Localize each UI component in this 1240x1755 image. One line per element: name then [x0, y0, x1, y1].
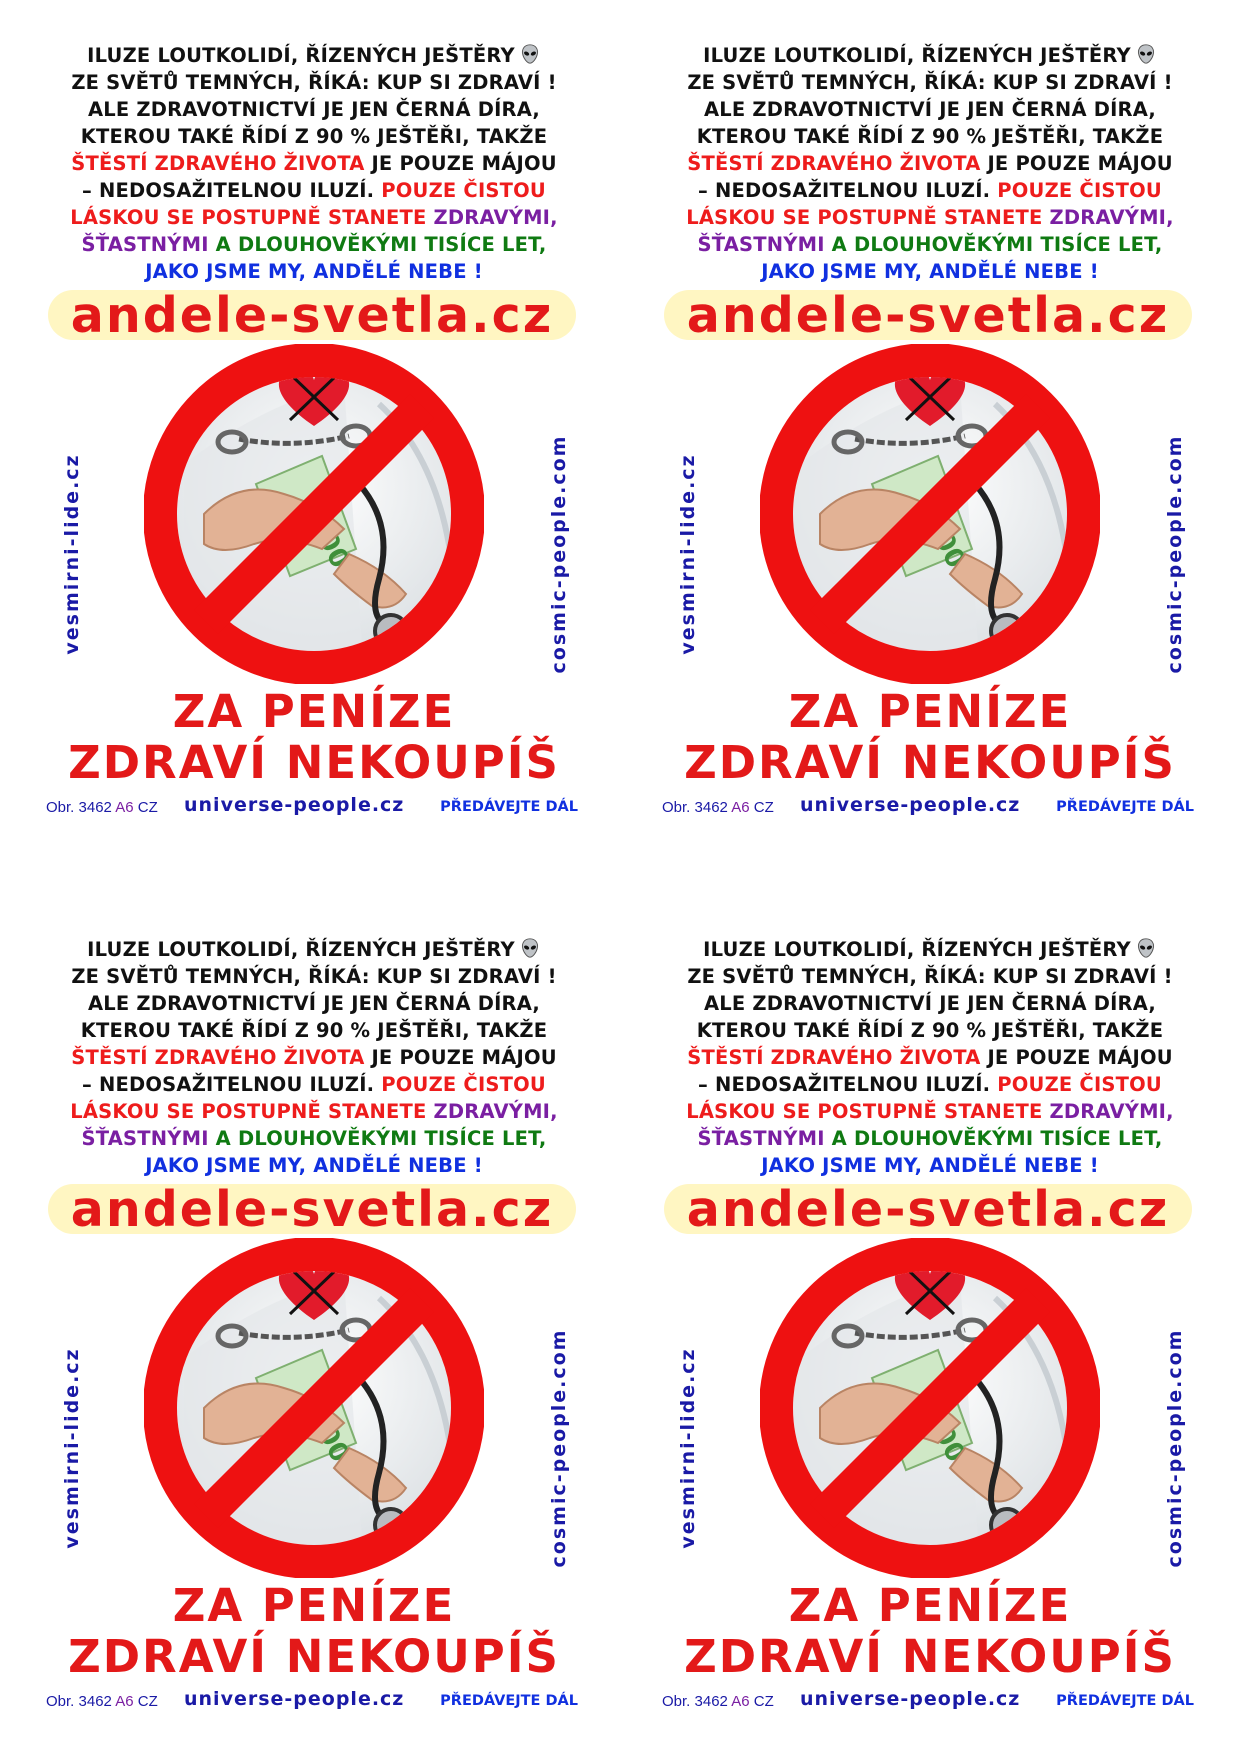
intro-segment: ALE ZDRAVOTNICTVÍ JE JEN ČERNÁ DÍRA, [87, 98, 541, 121]
intro-line [44, 963, 584, 990]
intro-line [44, 177, 584, 204]
intro-segment: KTEROU TAKÉ ŘÍDÍ Z 90 % JEŠTĚŘI, TAKŽE [80, 1019, 548, 1042]
headline-line-1: ZA PENÍZE [172, 685, 456, 738]
intro-line [660, 1125, 1200, 1152]
pass-on-text: PŘEDÁVEJTE DÁL [440, 1693, 578, 1709]
right-vertical-url [539, 1318, 579, 1578]
intro-text [44, 936, 584, 1179]
intro-segment: LÁSKOU SE POSTUPNĚ STANETE [686, 1100, 1043, 1123]
image-code-size: A6 [115, 1693, 134, 1710]
intro-segment: JE POUZE MÁJOU [364, 1046, 557, 1069]
intro-segment: ALE ZDRAVOTNICTVÍ JE JEN ČERNÁ DÍRA, [87, 992, 541, 1015]
intro-segment: ZDRAVÝMI, [1042, 1100, 1174, 1123]
intro-segment: ZE SVĚTŮ TEMNÝCH, ŘÍKÁ: KUP SI ZDRAVÍ ! [687, 965, 1173, 988]
image-code-suffix: CZ [133, 799, 158, 816]
site-banner [664, 287, 1192, 344]
intro-segment: ZE SVĚTŮ TEMNÝCH, ŘÍKÁ: KUP SI ZDRAVÍ ! [687, 71, 1173, 94]
intro-line [660, 258, 1200, 285]
intro-segment: ILUZE LOUTKOLIDÍ, ŘÍZENÝCH JEŠTĚRY [703, 44, 1131, 67]
prohibition-sign [144, 1238, 484, 1578]
image-code-suffix: CZ [749, 799, 774, 816]
left-vertical-text[interactable]: vesmirni-lide.cz [677, 453, 699, 655]
intro-segment: ŠŤASTNÝMI [697, 233, 825, 256]
left-vertical-url [52, 1318, 92, 1578]
intro-segment: ZE SVĚTŮ TEMNÝCH, ŘÍKÁ: KUP SI ZDRAVÍ ! [71, 965, 557, 988]
intro-line [44, 42, 584, 69]
intro-line [660, 936, 1200, 963]
flyer-top-right [660, 36, 1200, 856]
intro-segment: – NEDOSAŽITELNOU ILUZÍ. [82, 1073, 375, 1096]
left-vertical-url [52, 424, 92, 684]
intro-segment: POUZE ČISTOU [990, 1073, 1162, 1096]
pass-on-text: PŘEDÁVEJTE DÁL [1056, 1693, 1194, 1709]
intro-line [44, 258, 584, 285]
pass-on-text: PŘEDÁVEJTE DÁL [440, 799, 578, 815]
footer [44, 1688, 584, 1712]
headline-line-2: ZDRAVÍ NEKOUPÍŠ [68, 736, 560, 789]
intro-line [44, 96, 584, 123]
footer [660, 1688, 1200, 1712]
intro-segment: A DLOUHOVĚKÝMI TISÍCE LET, [824, 1127, 1163, 1150]
headline-line-1: ZA PENÍZE [788, 685, 1072, 738]
intro-segment: ZDRAVÝMI, [426, 1100, 558, 1123]
intro-segment: ILUZE LOUTKOLIDÍ, ŘÍZENÝCH JEŠTĚRY [703, 938, 1131, 961]
intro-line [44, 1152, 584, 1179]
flyer-bottom-left [44, 930, 584, 1750]
intro-segment: ZE SVĚTŮ TEMNÝCH, ŘÍKÁ: KUP SI ZDRAVÍ ! [71, 71, 557, 94]
intro-line [44, 123, 584, 150]
intro-segment: POUZE ČISTOU [374, 179, 546, 202]
site-url[interactable]: andele-svetla.cz [70, 1181, 554, 1238]
intro-line [44, 1125, 584, 1152]
intro-line [660, 231, 1200, 258]
intro-line [44, 1071, 584, 1098]
intro-segment: ŠTĚSTÍ ZDRAVÉHO ŽIVOTA [71, 152, 365, 175]
intro-line [660, 42, 1200, 69]
intro-segment: ILUZE LOUTKOLIDÍ, ŘÍZENÝCH JEŠTĚRY [87, 938, 515, 961]
intro-segment: – NEDOSAŽITELNOU ILUZÍ. [698, 1073, 991, 1096]
headline-line-2: ZDRAVÍ NEKOUPÍŠ [684, 736, 1176, 789]
headline-line-1: ZA PENÍZE [172, 1579, 456, 1632]
alien-icon [519, 43, 541, 65]
intro-line [660, 1044, 1200, 1071]
intro-line [660, 990, 1200, 1017]
left-vertical-url [668, 1318, 708, 1578]
image-code [662, 799, 774, 816]
intro-line [660, 204, 1200, 231]
footer [44, 794, 584, 818]
image-code-suffix: CZ [133, 1693, 158, 1710]
alien-icon [1135, 43, 1157, 65]
headline [44, 686, 584, 788]
intro-line [44, 1098, 584, 1125]
intro-segment: JAKO JSME MY, ANDĚLÉ NEBE ! [145, 1154, 483, 1177]
intro-line [44, 69, 584, 96]
intro-segment: A DLOUHOVĚKÝMI TISÍCE LET, [824, 233, 1163, 256]
intro-segment: ZDRAVÝMI, [426, 206, 558, 229]
intro-line [44, 1017, 584, 1044]
intro-segment: ŠTĚSTÍ ZDRAVÉHO ŽIVOTA [687, 1046, 981, 1069]
intro-line [660, 963, 1200, 990]
intro-line [44, 231, 584, 258]
intro-segment: POUZE ČISTOU [990, 179, 1162, 202]
intro-segment: ALE ZDRAVOTNICTVÍ JE JEN ČERNÁ DÍRA, [703, 992, 1157, 1015]
headline-line-1: ZA PENÍZE [788, 1579, 1072, 1632]
intro-segment: JAKO JSME MY, ANDĚLÉ NEBE ! [761, 260, 1099, 283]
intro-segment: KTEROU TAKÉ ŘÍDÍ Z 90 % JEŠTĚŘI, TAKŽE [696, 1019, 1164, 1042]
intro-line [660, 150, 1200, 177]
site-banner [48, 1181, 576, 1238]
left-vertical-url [668, 424, 708, 684]
intro-line [44, 990, 584, 1017]
intro-line [660, 1017, 1200, 1044]
site-banner [664, 1181, 1192, 1238]
intro-segment: A DLOUHOVĚKÝMI TISÍCE LET, [208, 1127, 547, 1150]
prohibition-sign [760, 1238, 1100, 1578]
footer-site[interactable]: universe-people.cz [800, 1688, 1021, 1710]
intro-segment: LÁSKOU SE POSTUPNĚ STANETE [70, 206, 427, 229]
intro-segment: POUZE ČISTOU [374, 1073, 546, 1096]
intro-text [44, 42, 584, 285]
intro-segment: – NEDOSAŽITELNOU ILUZÍ. [82, 179, 375, 202]
intro-segment: KTEROU TAKÉ ŘÍDÍ Z 90 % JEŠTĚŘI, TAKŽE [80, 125, 548, 148]
image-code-size: A6 [731, 1693, 750, 1710]
intro-line [660, 69, 1200, 96]
intro-line [44, 150, 584, 177]
headline [44, 1580, 584, 1682]
image-code-prefix: Obr. 3462 [662, 1693, 732, 1710]
image-code-prefix: Obr. 3462 [46, 1693, 116, 1710]
intro-line [660, 177, 1200, 204]
intro-line [660, 1071, 1200, 1098]
intro-segment: ŠŤASTNÝMI [697, 1127, 825, 1150]
intro-segment: A DLOUHOVĚKÝMI TISÍCE LET, [208, 233, 547, 256]
image-code [46, 799, 158, 816]
intro-line [44, 204, 584, 231]
flyer-bottom-right [660, 930, 1200, 1750]
site-url[interactable]: andele-svetla.cz [70, 287, 554, 344]
right-vertical-url [539, 424, 579, 684]
image-code-prefix: Obr. 3462 [662, 799, 732, 816]
image-code-size: A6 [731, 799, 750, 816]
intro-segment: JE POUZE MÁJOU [364, 152, 557, 175]
footer-site[interactable]: universe-people.cz [184, 1688, 405, 1710]
intro-line [660, 1152, 1200, 1179]
intro-text [660, 936, 1200, 1179]
headline-line-2: ZDRAVÍ NEKOUPÍŠ [68, 1630, 560, 1683]
footer [660, 794, 1200, 818]
intro-segment: ILUZE LOUTKOLIDÍ, ŘÍZENÝCH JEŠTĚRY [87, 44, 515, 67]
intro-line [44, 1044, 584, 1071]
image-code-prefix: Obr. 3462 [46, 799, 116, 816]
flyer-top-left [44, 36, 584, 856]
right-vertical-text[interactable]: cosmic-people.com [548, 1328, 570, 1568]
headline-line-2: ZDRAVÍ NEKOUPÍŠ [684, 1630, 1176, 1683]
site-url[interactable]: andele-svetla.cz [686, 1181, 1170, 1238]
footer-site[interactable]: universe-people.cz [800, 794, 1021, 816]
left-vertical-text[interactable]: vesmirni-lide.cz [61, 1347, 83, 1549]
footer-site[interactable]: universe-people.cz [184, 794, 405, 816]
intro-line [660, 123, 1200, 150]
image-code [46, 1693, 158, 1710]
left-vertical-text[interactable]: vesmirni-lide.cz [677, 1347, 699, 1549]
image-code-size: A6 [115, 799, 134, 816]
intro-segment: ŠTĚSTÍ ZDRAVÉHO ŽIVOTA [71, 1046, 365, 1069]
image-code-suffix: CZ [749, 1693, 774, 1710]
intro-segment: ŠŤASTNÝMI [81, 233, 209, 256]
right-vertical-text[interactable]: cosmic-people.com [1164, 1328, 1186, 1568]
intro-segment: JE POUZE MÁJOU [980, 1046, 1173, 1069]
headline [660, 1580, 1200, 1682]
right-vertical-text[interactable]: cosmic-people.com [548, 434, 570, 674]
intro-segment: ŠTĚSTÍ ZDRAVÉHO ŽIVOTA [687, 152, 981, 175]
intro-segment: JAKO JSME MY, ANDĚLÉ NEBE ! [145, 260, 483, 283]
intro-segment: ŠŤASTNÝMI [81, 1127, 209, 1150]
intro-segment: – NEDOSAŽITELNOU ILUZÍ. [698, 179, 991, 202]
intro-segment: JAKO JSME MY, ANDĚLÉ NEBE ! [761, 1154, 1099, 1177]
alien-icon [1135, 937, 1157, 959]
pass-on-text: PŘEDÁVEJTE DÁL [1056, 799, 1194, 815]
intro-segment: JE POUZE MÁJOU [980, 152, 1173, 175]
intro-line [660, 96, 1200, 123]
image-code [662, 1693, 774, 1710]
intro-segment: ZDRAVÝMI, [1042, 206, 1174, 229]
alien-icon [519, 937, 541, 959]
site-banner [48, 287, 576, 344]
headline [660, 686, 1200, 788]
intro-segment: LÁSKOU SE POSTUPNĚ STANETE [686, 206, 1043, 229]
prohibition-sign [760, 344, 1100, 684]
right-vertical-url [1155, 1318, 1195, 1578]
site-url[interactable]: andele-svetla.cz [686, 287, 1170, 344]
right-vertical-url [1155, 424, 1195, 684]
intro-text [660, 42, 1200, 285]
intro-segment: ALE ZDRAVOTNICTVÍ JE JEN ČERNÁ DÍRA, [703, 98, 1157, 121]
right-vertical-text[interactable]: cosmic-people.com [1164, 434, 1186, 674]
intro-line [44, 936, 584, 963]
intro-segment: LÁSKOU SE POSTUPNĚ STANETE [70, 1100, 427, 1123]
intro-segment: KTEROU TAKÉ ŘÍDÍ Z 90 % JEŠTĚŘI, TAKŽE [696, 125, 1164, 148]
prohibition-sign [144, 344, 484, 684]
intro-line [660, 1098, 1200, 1125]
left-vertical-text[interactable]: vesmirni-lide.cz [61, 453, 83, 655]
